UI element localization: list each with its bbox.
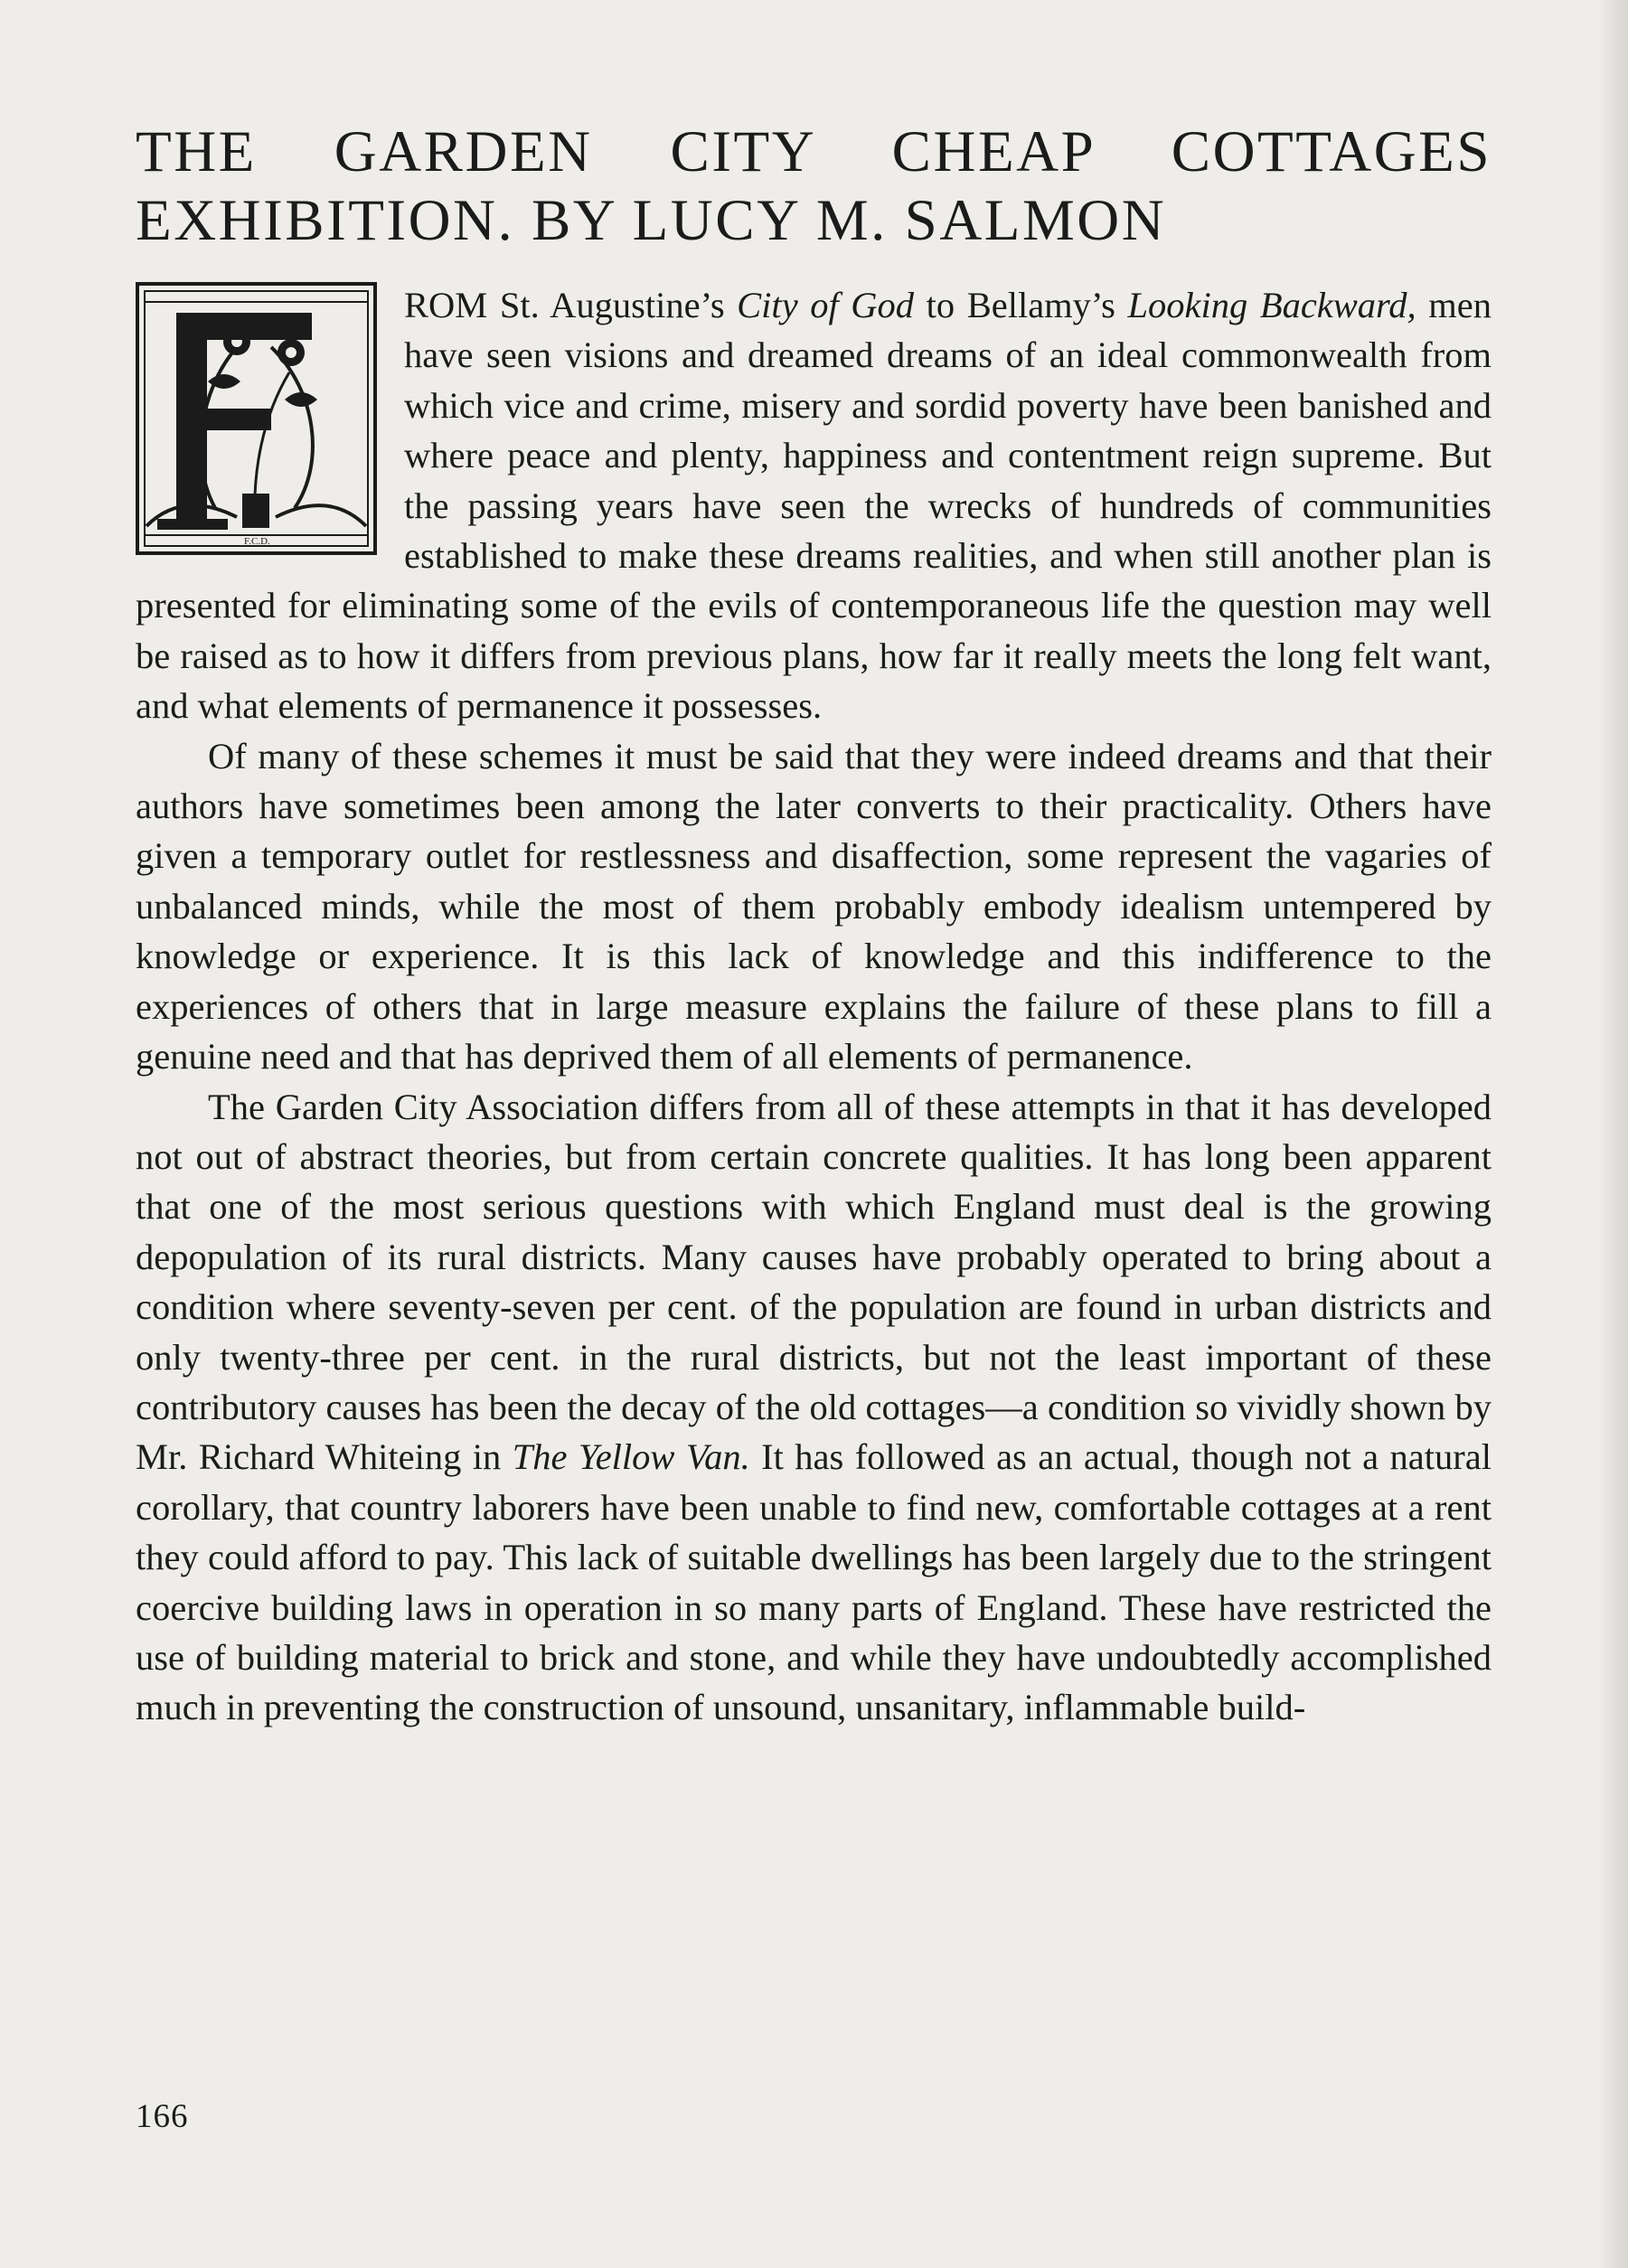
paragraph-1-text-2: to Bellamy’s: [914, 285, 1128, 325]
title-city-of-god: City of God: [737, 285, 915, 325]
page-number: 166: [136, 2098, 189, 2135]
paragraph-3-text: The Garden City Association differs from all of these attempts in that it has developed not out of abstract theories, but from certain concrete qualities. It has long been apparent that one of the most serious questions with which England must deal is the growing depopulation of its rural districts. Many causes have probably operated to bring about a condition where seventy-seven per cent. of the population are found in urban districts and only twenty-three per cent. in the rural districts, but not the least important of these contributory causes has been the decay of the old cottages—a condition so vividly shown by Mr. Richard Whiteing in: [136, 1086, 1492, 1478]
decorated-initial-f: [136, 282, 377, 555]
title-the-yellow-van: The Yellow Van.: [512, 1436, 750, 1478]
article-body: [136, 280, 1492, 1733]
article-title: THE GARDEN CITY CHEAP COTTAGES EXHIBITION. BY LUCY M. SALMON: [136, 119, 1492, 253]
title-looking-backward: Looking Backward,: [1127, 285, 1416, 325]
paragraph-1: [136, 280, 1492, 731]
paragraph-3: [136, 1082, 1492, 1733]
document-page: [136, 118, 1492, 2251]
dropcap-monogram: F.C.D.: [244, 536, 270, 547]
paragraph-2: Of many of these schemes it must be said that they were indeed dreams and that their authors have sometimes been among the later converts to their practicality. Others have given a temporary outlet for restlessness and disaffection, some represent the vagaries of unbalanced minds, while the most of them probably embody idealism untempered by knowledge or experience. It is this lack of knowledge and this indifference to the experiences of others that in large measure explains the failure of these plans to fill a genuine need and that has deprived them of all elements of permanence.: [136, 735, 1492, 1078]
paragraph-1-text-3: men have seen visions and dreamed dreams of an ideal commonwealth from which vice and crime, misery and sordid poverty have been banished and where peace and plenty, happiness and contentment reign supreme. But the passing years have seen the wrecks of hundreds of communities established to make these dreams realities, and when still another plan is presented for eliminating some of the evils of contemporaneous life the question may well be raised as to how it differs from previous plans, how far it really meets the long felt want, and what elements of permanence it possesses.: [136, 285, 1492, 727]
paragraph-1-text: ROM St. Augustine’s: [404, 285, 738, 325]
paragraph-3-text-2: It has followed as an actual, though not a natural corollary, that country laborers have been unable to find new, comfortable cottages at a rent they could afford to pay. This lack of suitable dwellings has been largely due to the stringent coercive building laws in operation in so many parts of England. These have restricted the use of building material to brick and stone, and while they have undoubtedly accomplished much in preventing the construction of unsound, unsanitary, inflammable build-: [136, 1436, 1492, 1728]
page-edge-shadow: [1597, 0, 1628, 2268]
